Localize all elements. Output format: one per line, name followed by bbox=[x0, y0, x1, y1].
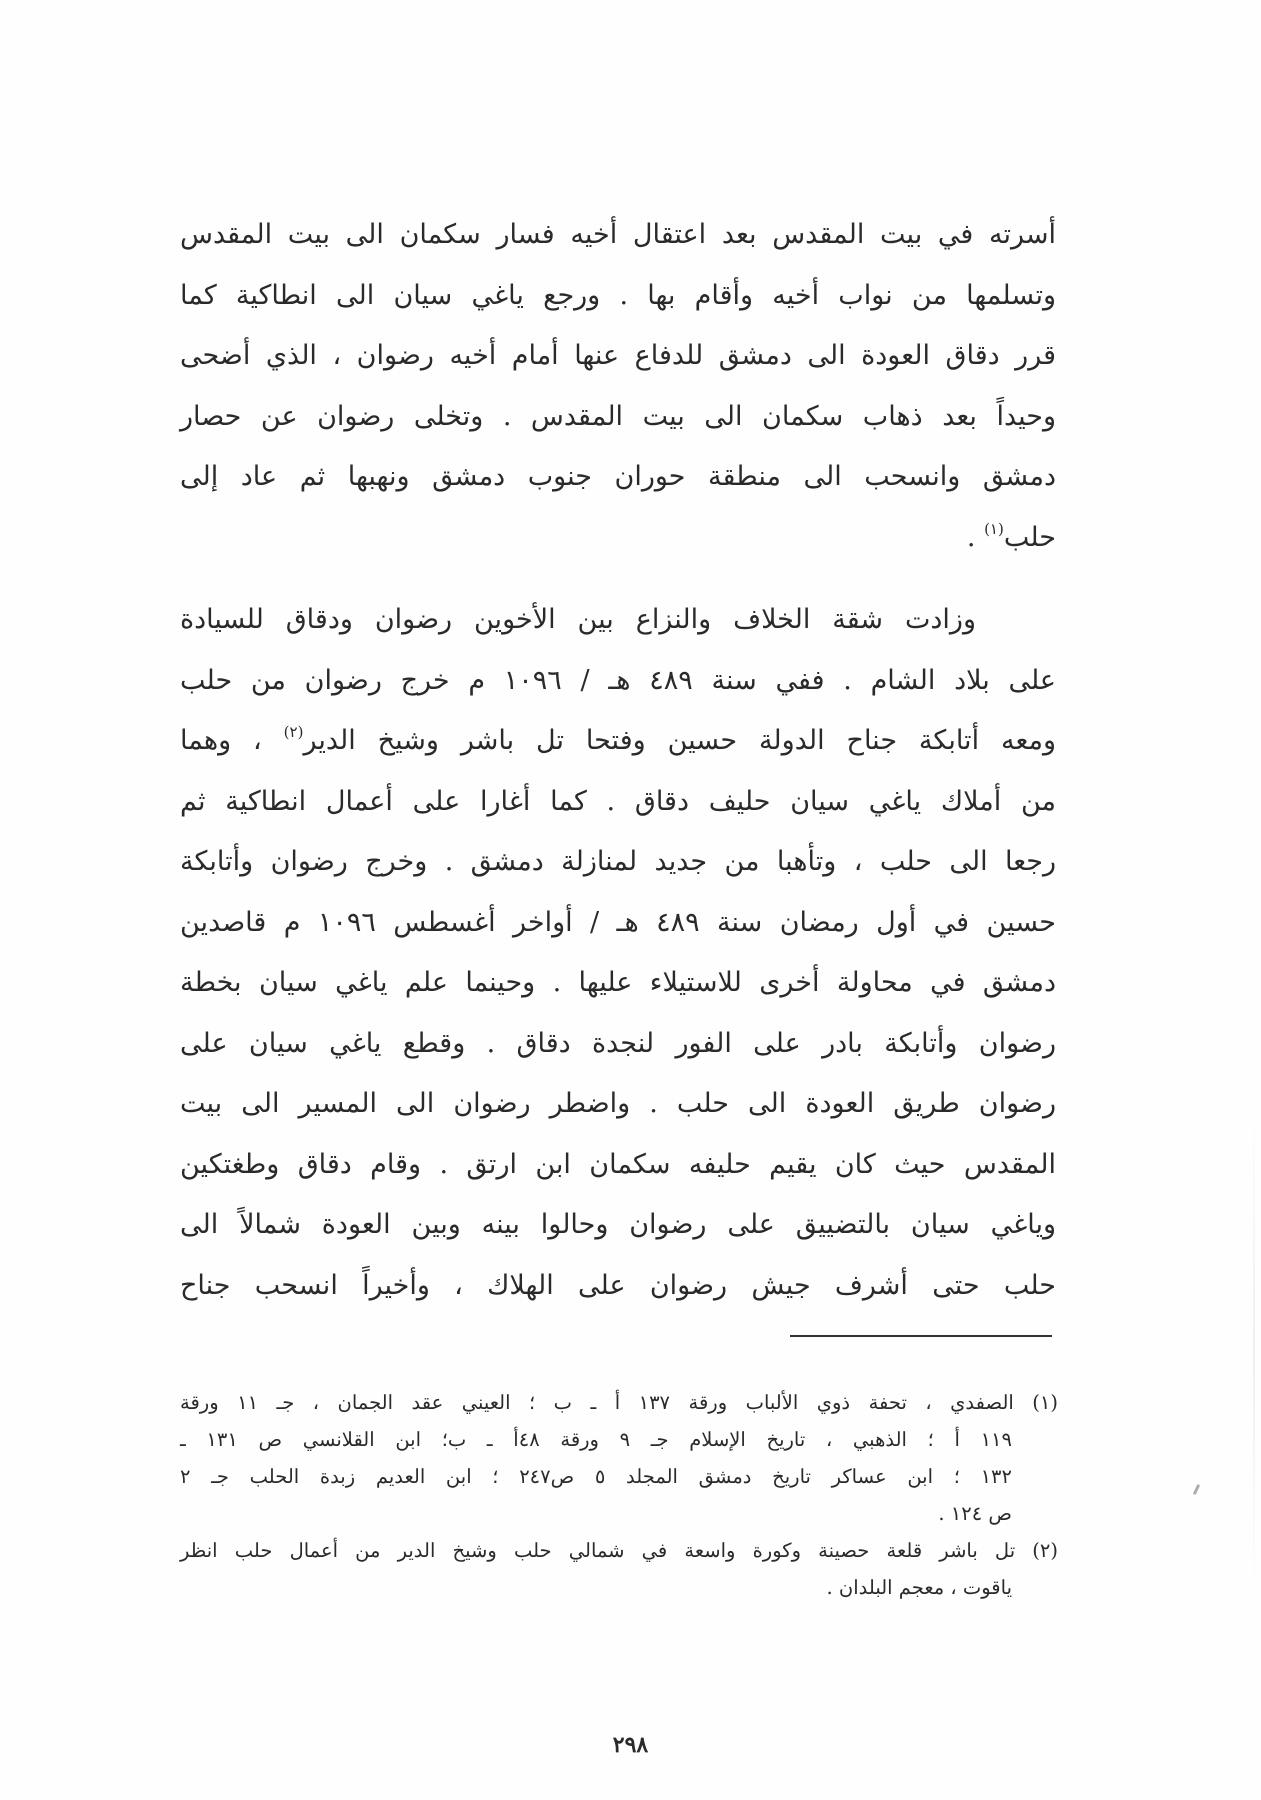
text-line: وزادت شقة الخلاف والنزاع بين الأخوين رضوان ودقاق للسيادة bbox=[180, 604, 976, 635]
footnote-1 bbox=[180, 1384, 1058, 1532]
text-line: من أملاك ياغي سيان حليف دقاق . كما أغارا على أعمال انطاكية ثم bbox=[180, 785, 1056, 817]
text-line: دمشق وانسحب الى منطقة حوران جنوب دمشق ونهبها ثم عاد إلى bbox=[180, 461, 1056, 492]
text-line: أسرته في بيت المقدس بعد اعتقال أخيه فسار سكمان الى بيت المقدس bbox=[180, 219, 1056, 250]
footnote-line: ١٣٢ ؛ ابن عساكر تاريخ دمشق المجلد ٥ ص٢٤٧ ؛ ابن العديم زبدة الحلب جـ ٢ bbox=[180, 1465, 1012, 1488]
text-line: وتسلمها من نواب أخيه وأقام بها . ورجع ياغي سيان الى انطاكية كما bbox=[180, 279, 1056, 311]
footnotes bbox=[180, 1384, 1058, 1606]
text-fragment: حلب bbox=[1003, 521, 1056, 553]
main-text bbox=[180, 205, 1056, 1316]
footnote-2 bbox=[180, 1532, 1058, 1606]
paragraph-1 bbox=[180, 205, 1056, 568]
footnote-line: ١١٩ أ ؛ الذهبي ، تاريخ الإسلام جـ ٩ ورقة ٤٨أ ـ ب؛ ابن القلانسي ص ١٣١ ـ bbox=[180, 1428, 1012, 1451]
page-number: ٢٩٨ bbox=[612, 1732, 649, 1758]
text-line: دمشق في محاولة أخرى للاستيلاء عليها . وحينما علم ياغي سيان بخطة bbox=[180, 967, 1056, 998]
text-line bbox=[180, 711, 1056, 772]
text-line: رضوان طريق العودة الى حلب . واضطر رضوان الى المسير الى بيت bbox=[180, 1088, 1056, 1119]
text-line bbox=[180, 508, 1056, 569]
paragraph-2 bbox=[180, 590, 1056, 1316]
footnote-separator bbox=[790, 1335, 1052, 1337]
scan-speck bbox=[1193, 1484, 1200, 1495]
footnote-line: (١) الصفدي ، تحفة ذوي الألباب ورقة ١٣٧ أ ـ ب ؛ العيني عقد الجمان ، جـ ١١ ورقة bbox=[180, 1391, 1058, 1414]
text-line: حسين في أول رمضان سنة ٤٨٩ هـ / أواخر أغسطس ١٠٩٦ م قاصدين bbox=[180, 906, 1056, 938]
text-line: وياغي سيان بالتضييق على رضوان وحالوا بينه وبين العودة شمالاً الى bbox=[180, 1209, 1056, 1240]
text-line: وحيداً بعد ذهاب سكمان الى بيت المقدس . وتخلى رضوان عن حصار bbox=[180, 400, 1056, 432]
text-fragment: ومعه أتابكة جناح الدولة حسين وفتحا تل باشر وشيخ الدير bbox=[303, 725, 1056, 756]
text-line: على بلاد الشام . ففي سنة ٤٨٩ هـ / ١٠٩٦ م خرج رضوان من حلب bbox=[180, 664, 1057, 696]
footnote-ref-2[interactable]: (٢) bbox=[283, 723, 304, 741]
footnote-line: ياقوت ، معجم البلدان . bbox=[826, 1576, 1012, 1599]
footnote-line: (٢) تل باشر قلعة حصينة وكورة واسعة في شمالي حلب وشيخ الدير من أعمال حلب انظر bbox=[180, 1539, 1058, 1562]
text-line: رجعا الى حلب ، وتأهبا من جديد لمنازلة دمشق . وخرج رضوان وأتابكة bbox=[180, 846, 1056, 877]
scan-page-edge bbox=[1253, 1100, 1255, 1600]
footnote-line: ص ١٢٤ . bbox=[938, 1502, 1012, 1525]
footnote-ref-1[interactable]: (١) bbox=[984, 519, 1004, 538]
text-line: المقدس حيث كان يقيم حليفه سكمان ابن ارتق . وقام دقاق وطغتكين bbox=[180, 1148, 1056, 1180]
text-line: رضوان وأتابكة بادر على الفور لنجدة دقاق . وقطع ياغي سيان على bbox=[180, 1027, 1056, 1059]
text-fragment: . bbox=[966, 521, 985, 553]
text-line: قرر دقاق العودة الى دمشق للدفاع عنها أمام أخيه رضوان ، الذي أضحى bbox=[180, 340, 1056, 371]
text-line: حلب حتى أشرف جيش رضوان على الهلاك ، وأخيراً انسحب جناح bbox=[180, 1269, 1056, 1301]
text-fragment: ، وهما bbox=[180, 725, 284, 756]
